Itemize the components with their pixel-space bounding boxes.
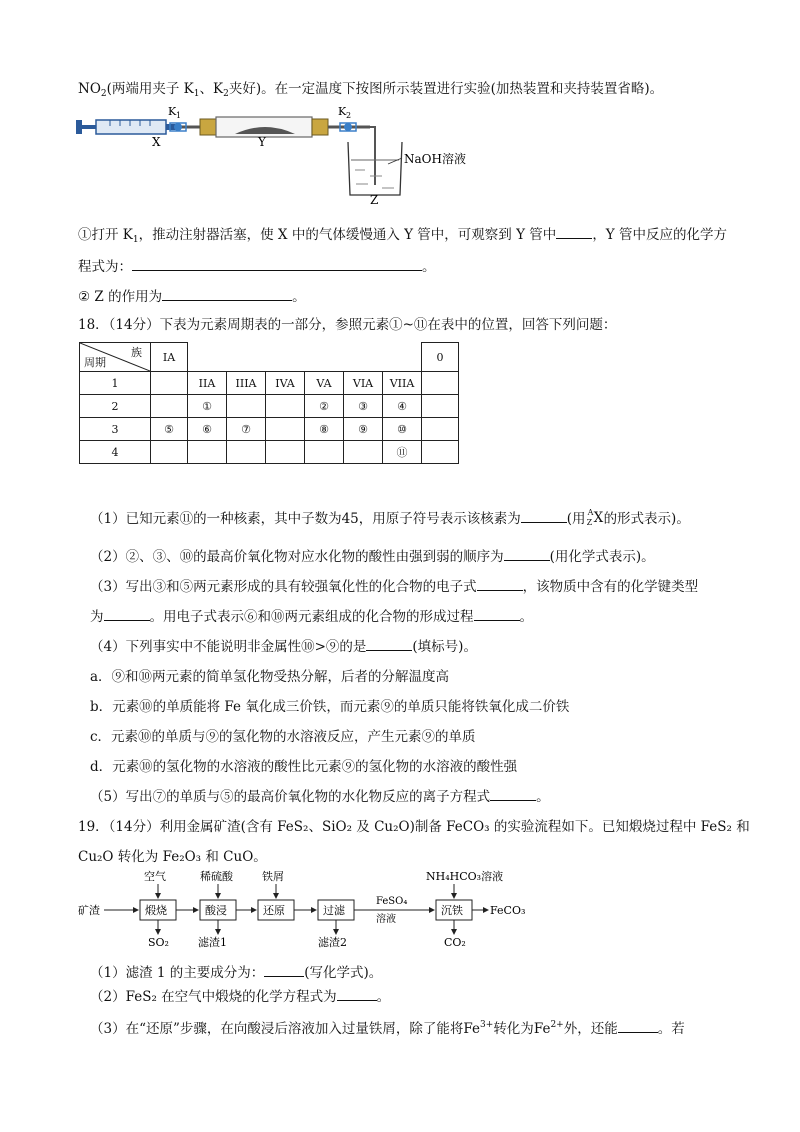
answer-blank[interactable] — [556, 226, 592, 239]
tube-y — [200, 117, 328, 137]
flow-step-filter — [318, 900, 354, 949]
answer-blank[interactable] — [162, 288, 292, 301]
q18-option-b: b．元素⑩的单质能将 Fe 氧化成三价铁，而元素⑨的单质只能将铁氧化成二价铁 — [90, 699, 570, 715]
svg-text:过滤: 过滤 — [323, 904, 345, 917]
label-z: Z — [370, 193, 379, 205]
svg-text:2: 2 — [346, 111, 352, 120]
svg-text:滤渣1: 滤渣1 — [198, 936, 227, 949]
q19-item-2: （2）FeS₂ 在空气中煅烧的化学方程式为 。 — [90, 989, 391, 1005]
table-row-period-2: 2 ① ② ③ ④ — [80, 395, 459, 418]
apparatus-diagram — [70, 100, 490, 205]
answer-blank[interactable] — [504, 548, 550, 561]
svg-text:空气: 空气 — [144, 870, 166, 883]
q18-item-1: （1）已知元素⑪的一种核素，其中子数为45，用原子符号表示该核素为 (用 A Z X 的形式表示)。 — [90, 508, 690, 527]
svg-text:滤渣2: 滤渣2 — [318, 936, 347, 949]
svg-text:1: 1 — [176, 111, 182, 120]
answer-blank[interactable] — [477, 578, 523, 591]
q18-option-a: a．⑨和⑩两元素的简单氢化物受热分解，后者的分解温度高 — [90, 669, 450, 685]
answer-blank[interactable] — [490, 788, 536, 801]
svg-text:K: K — [338, 105, 347, 118]
periodic-table — [79, 342, 459, 464]
q18-item-3-cont: 为 。用电子式表示⑥和⑩两元素组成的化合物的形成过程 。 — [90, 609, 533, 625]
flow-end: FeCO₃ — [490, 904, 526, 917]
group-0-header: 0 — [422, 343, 459, 372]
q18-item-4: （4）下列事实中不能说明非金属性⑩>⑨的是 (填标号)。 — [90, 639, 477, 655]
q18-option-c: c．元素⑩的单质与⑨的氢化物的水溶液反应，产生元素⑨的单质 — [90, 729, 476, 745]
label-y: Y — [258, 135, 266, 149]
svg-text:煅烧: 煅烧 — [145, 904, 167, 917]
q18-item-3: （3）写出③和⑤两元素形成的具有较强氧化性的化合物的电子式 ，该物质中含有的化学键类型 — [90, 579, 699, 595]
svg-text:稀硫酸: 稀硫酸 — [200, 870, 233, 883]
label-x: X — [152, 135, 161, 149]
answer-blank[interactable] — [521, 510, 567, 523]
svg-text:CO₂: CO₂ — [444, 936, 466, 949]
svg-text:K: K — [168, 105, 177, 118]
answer-blank[interactable] — [366, 638, 412, 651]
table-row-period-1: 1 IIA IIIA IVA VA VIA VIIA — [80, 372, 459, 395]
flow-step-acid-leach — [198, 869, 236, 949]
corner-cell: 族 周期 — [80, 343, 151, 372]
syringe-x — [76, 120, 178, 134]
answer-blank[interactable] — [474, 608, 520, 621]
flow-mid-label-2: 溶液 — [376, 914, 396, 925]
group-1a-header: IA — [151, 343, 188, 372]
svg-text:沉铁: 沉铁 — [441, 904, 463, 917]
svg-text:NH₄HCO₃溶液: NH₄HCO₃溶液 — [426, 870, 504, 883]
q19-header-line1: 19．（14分）利用金属矿渣(含有 FeS₂、SiO₂ 及 Cu₂O)制备 FeCO₃ 的实验流程如下。已知煅烧过程中 FeS₂ 和 — [78, 819, 750, 835]
answer-blank[interactable] — [618, 1020, 658, 1033]
answer-blank[interactable] — [264, 964, 304, 977]
q17-part1-line1: ①打开 $K_1$，推动注射器活塞，使 X 中的气体缓慢通入 Y 管中，可观察到 Y 管中 ，Y 管中反应的化学方 — [78, 227, 728, 245]
q17-part1-line2: 程式为： 。 — [78, 259, 436, 275]
q19-item-3: （3）在“还原”步骤，在向酸浸后溶液加入过量铁屑，除了能将$Fe^{3+}$转化为$Fe^{2+}$外，还能 。若 — [90, 1020, 685, 1037]
q18-item-2: （2）②、③、⑩的最高价氧化物对应水化物的酸性由强到弱的顺序为 (用化学式表示)。 — [90, 549, 655, 565]
q19-item-1: （1）滤渣 1 的主要成分为： (写化学式)。 — [90, 965, 383, 981]
q18-item-5: （5）写出⑦的单质与⑤的最高价氧化物的水化物反应的离子方程式 。 — [90, 789, 550, 805]
q19-header-line2: Cu₂O 转化为 Fe₂O₃ 和 CuO。 — [78, 849, 267, 865]
process-flow-diagram — [70, 866, 570, 950]
svg-text:酸浸: 酸浸 — [205, 904, 227, 917]
answer-blank[interactable] — [104, 608, 150, 621]
svg-text:铁屑: 铁屑 — [262, 870, 284, 883]
q17-part2: ② Z 的作用为 。 — [78, 289, 306, 305]
label-naoh: NaOH溶液 — [404, 152, 466, 166]
svg-text:还原: 还原 — [263, 904, 285, 917]
nuclide-notation: A Z X — [586, 508, 604, 527]
q18-header: 18．（14分）下表为元素周期表的一部分，参照元素①~⑪在表中的位置，回答下列问题： — [78, 317, 617, 333]
answer-blank[interactable] — [132, 258, 422, 271]
q18-option-d: d．元素⑩的氢化物的水溶液的酸性比元素⑨的氢化物的水溶液的酸性强 — [90, 759, 518, 775]
flow-mid-label: FeSO₄ — [376, 896, 408, 907]
flow-step-reduce — [258, 869, 294, 920]
table-row-period-4: 4 ⑪ — [80, 441, 459, 464]
answer-blank[interactable] — [337, 988, 377, 1001]
flow-step-calcine — [140, 869, 176, 949]
flow-start: 矿渣 — [78, 904, 100, 917]
table-header-row — [80, 343, 459, 372]
intro-line: $NO_2$(两端用夹子 $K_1$、$K_2$夹好)。在一定温度下按图所示装置进行实验(加热装置和夹持装置省略)。 — [78, 81, 664, 99]
svg-text:SO₂: SO₂ — [148, 936, 169, 949]
table-row-period-3: 3 ⑤ ⑥ ⑦ ⑧ ⑨ ⑩ — [80, 418, 459, 441]
